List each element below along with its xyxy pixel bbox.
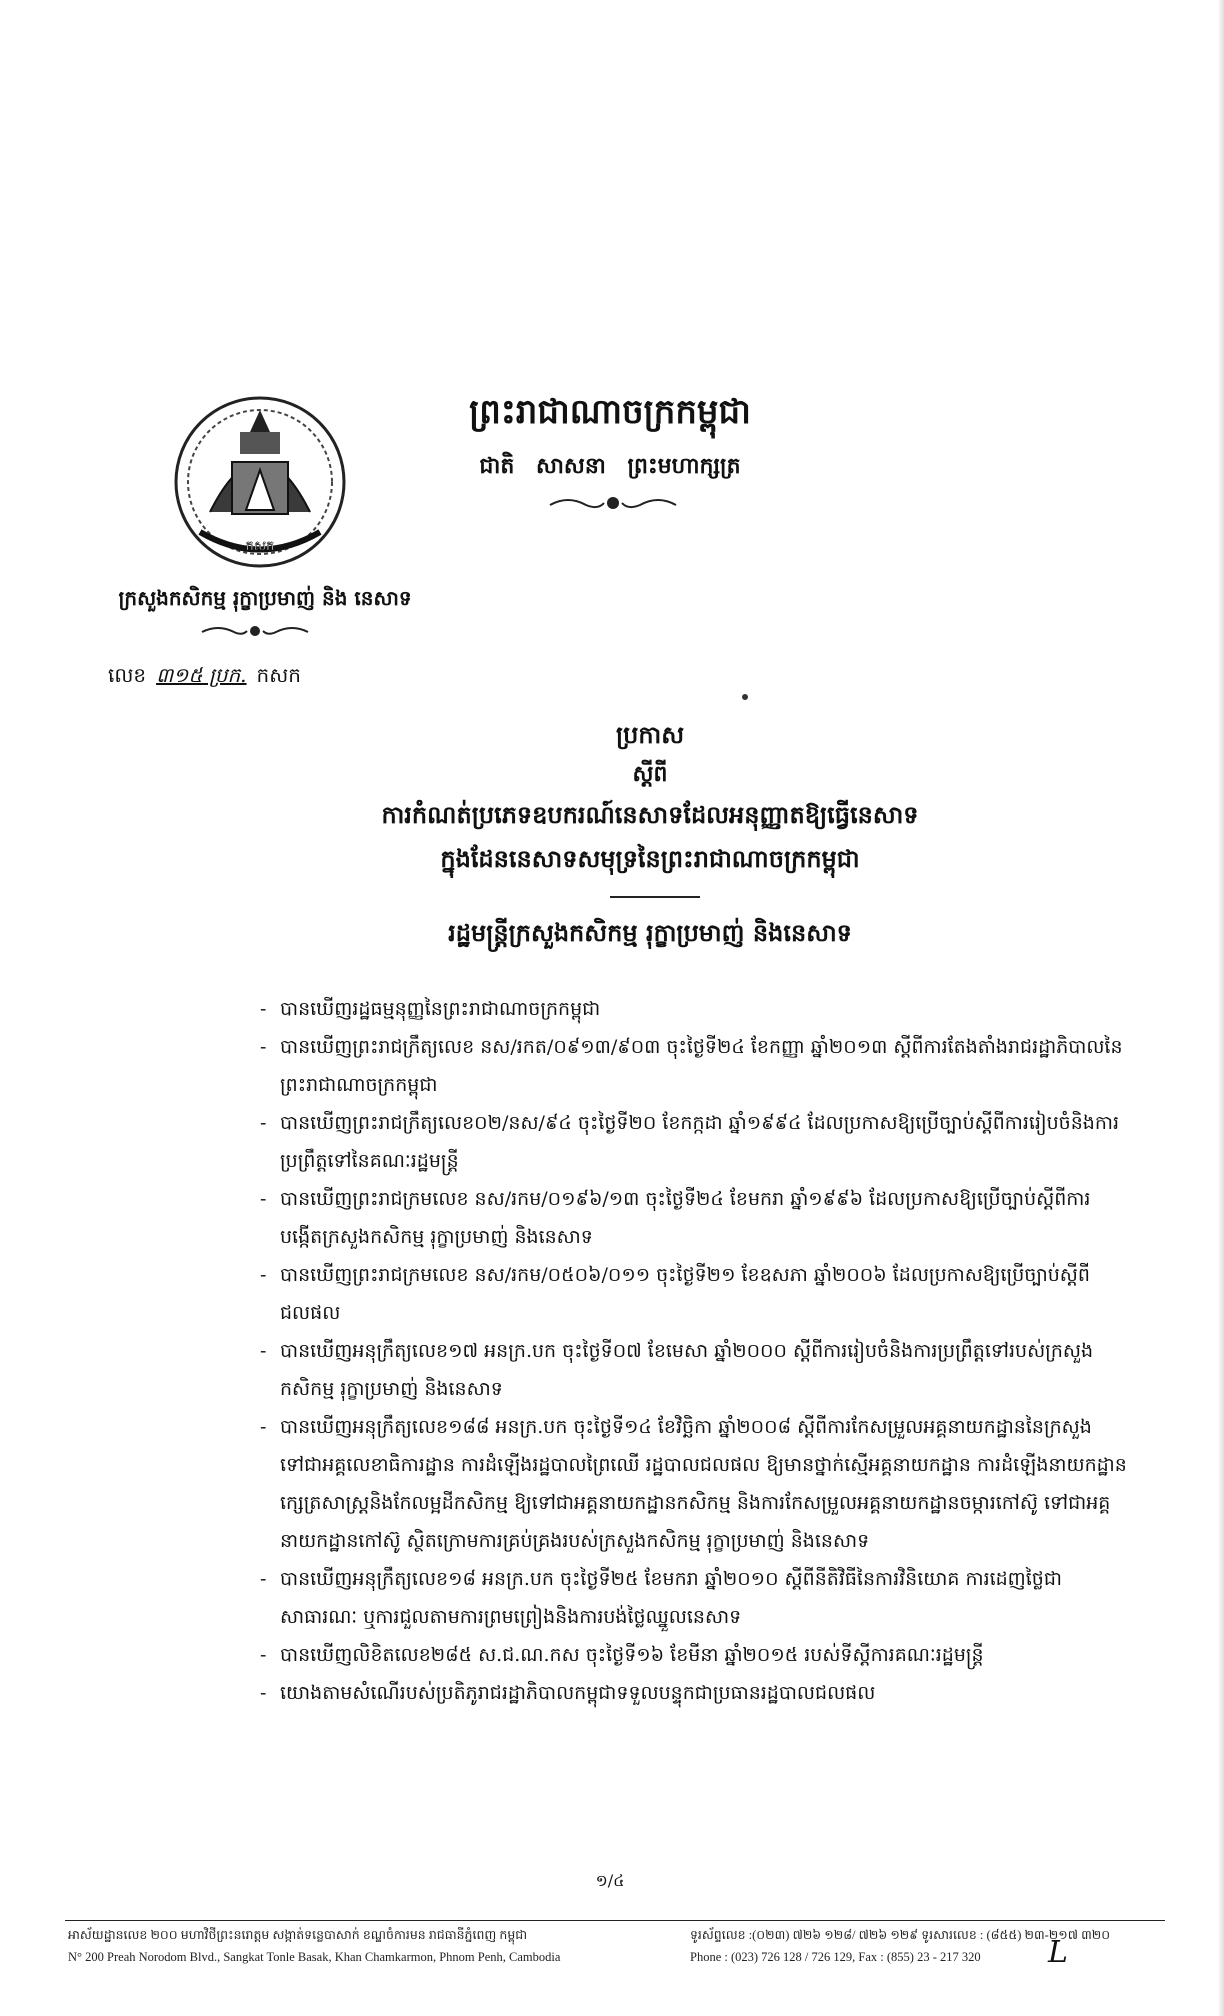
ref-handwritten: ៣១៥ ប្រក. bbox=[156, 663, 247, 687]
reference-number bbox=[108, 662, 301, 692]
stray-mark bbox=[742, 694, 748, 700]
recital-item: - បានឃើញរដ្ឋធម្មនុញ្ញនៃព្រះរាជាណាចក្រកម្ពុជា bbox=[260, 990, 1130, 1028]
subject-line-2: ក្នុងដែននេសាទសមុទ្រនៃព្រះរាជាណាចក្រកម្ពុជា bbox=[440, 844, 860, 873]
footer-divider bbox=[65, 1920, 1165, 1921]
kingdom-title: ព្រះរាជាណាចក្រកម្ពុជា bbox=[469, 392, 751, 432]
recital-item: - បានឃើញលិខិតលេខ២៨៥ ស.ជ.ណ.កស ចុះថ្ងៃទី១៦ ខែមីនា ឆ្នាំ២០១៥ របស់ទីស្តីការគណៈរដ្ឋមន្ត្រី bbox=[260, 1636, 1130, 1674]
footer-phone-kh: ទូរស័ព្ទលេខ :(០២៣) ៧២៦ ១២៨/ ៧២៦ ១២៩ ទូរសារលេខ : (៨៥៥) ២៣-២១៧ ៣២០ bbox=[690, 1928, 1111, 1942]
subject-line-1: ការកំណត់ប្រភេទឧបករណ៍នេសាទដែលអនុញ្ញាតឱ្យធ្វើនេសាទ bbox=[381, 800, 919, 829]
ref-label: លេខ bbox=[108, 663, 147, 687]
footer-address-kh: អាស័យដ្ឋានលេខ ២០០ មហាវិថីព្រះនរោត្តម សង្កាត់ទន្លេបាសាក់ ខណ្ឌចំការមន រាជធានីភ្នំពេញ កម្ពុជា bbox=[68, 1928, 528, 1942]
recital-item: - បានឃើញព្រះរាជក្រមលេខ នស/រកម/០១៩៦/១៣ ចុះថ្ងៃទី២៤ ខែមករា ឆ្នាំ១៩៩៦ ដែលប្រកាសឱ្យប្រើច្បាប់ស្តីពីការបង្កើតក្រសួងកសិកម្ម រុក្ខាប្រមាញ់ និងនេសាទ bbox=[260, 1180, 1130, 1256]
ministry-name: ក្រសួងកសិកម្ម រុក្ខាប្រមាញ់ និង នេសាទ bbox=[118, 586, 412, 610]
handwritten-initial: L bbox=[1048, 1935, 1068, 1970]
recital-item: - បានឃើញអនុក្រឹត្យលេខ១៧ អនក្រ.បក ចុះថ្ងៃទី០៧ ខែមេសា ឆ្នាំ២០០០ ស្តីពីការរៀបចំនិងការប្រព្រឹត្តទៅរបស់ក្រសួងកសិកម្ម រុក្ខាប្រមាញ់ និងនេសាទ bbox=[260, 1332, 1130, 1408]
recitals-list bbox=[260, 990, 1130, 1712]
recital-item: - យោងតាមសំណើរបស់ប្រតិភូរាជរដ្ឋាភិបាលកម្ពុជាទទួលបន្ទុកជាប្រធានរដ្ឋបាលជលផល bbox=[260, 1674, 1130, 1712]
recital-item: - បានឃើញអនុក្រឹត្យលេខ១៨៨ អនក្រ.បក ចុះថ្ងៃទី១៤ ខែវិច្ឆិកា ឆ្នាំ២០០៨ ស្តីពីការកែសម្រួលអគ្គនាយកដ្ឋាននៃក្រសួងទៅជាអគ្គលេខាធិការដ្ឋាន ការដំឡើងរដ្ឋបាលព្រៃឈើ រដ្ឋបាលជលផល ឱ្យមានថ្នាក់ស្មើអគ្គនាយកដ្ឋាន ការដំឡើងនាយកដ្ឋានក្សេត្រសាស្ត្រនិងកែលម្អដីកសិកម្ម ឱ្យទៅជាអគ្គនាយកដ្ឋានកសិកម្ម និងការកែសម្រួលអគ្គនាយកដ្ឋានចម្ការកៅស៊ូ ទៅជាអគ្គនាយកដ្ឋានកៅស៊ូ ស្ថិតក្រោមការគ្រប់គ្រងរបស់ក្រសួងកសិកម្ម រុក្ខាប្រមាញ់ និងនេសាទ bbox=[260, 1408, 1130, 1560]
emblem-seal-text: កសក bbox=[245, 539, 275, 554]
document-about: ស្តីពី bbox=[632, 761, 668, 787]
recital-item: - បានឃើញអនុក្រឹត្យលេខ១៨ អនក្រ.បក ចុះថ្ងៃទី២៥ ខែមករា ឆ្នាំ២០១០ ស្តីពីនីតិវិធីនៃការវិនិយោគ ការដេញថ្លៃជាសាធារណៈ ឬការជួលតាមការព្រមព្រៀងនិងការបង់ថ្លៃឈ្នួលនេសាទ bbox=[260, 1560, 1130, 1636]
ministry-emblem-seal-icon bbox=[170, 392, 350, 572]
recital-item: - បានឃើញព្រះរាជក្រឹត្យលេខ០២/នស/៩៤ ចុះថ្ងៃទី២០ ខែកក្កដា ឆ្នាំ១៩៩៤ ដែលប្រកាសឱ្យប្រើច្បាប់ស្តីពីការរៀបចំនិងការប្រព្រឹត្តទៅនៃគណៈរដ្ឋមន្ត្រី bbox=[260, 1104, 1130, 1180]
document-type: ប្រកាស bbox=[615, 720, 685, 749]
scan-page-edge bbox=[1218, 0, 1224, 2016]
recital-item: - បានឃើញព្រះរាជក្រឹត្យលេខ នស/រកត/០៩១៣/៩០៣ ចុះថ្ងៃទី២៤ ខែកញ្ញា ឆ្នាំ២០១៣ ស្តីពីការតែងតាំងរាជរដ្ឋាភិបាលនៃព្រះរាជាណាចក្រកម្ពុជា bbox=[260, 1028, 1130, 1104]
ministry-ornament-icon bbox=[200, 622, 310, 640]
header-ornament-icon bbox=[548, 492, 678, 514]
national-motto: ជាតិ សាសនា ព្រះមហាក្សត្រ bbox=[479, 453, 741, 479]
issuer-title: រដ្ឋមន្ត្រីក្រសួងកសិកម្ម រុក្ខាប្រមាញ់ និងនេសាទ bbox=[448, 918, 852, 947]
footer-address-en: N° 200 Preah Norodom Blvd., Sangkat Tonle Basak, Khan Chamkarmon, Phnom Penh, Cambodia bbox=[68, 1950, 561, 1964]
ref-suffix: កសក bbox=[256, 663, 301, 687]
title-divider bbox=[610, 896, 700, 898]
footer-phone-en: Phone : (023) 726 128 / 726 129, Fax : (855) 23 - 217 320 bbox=[690, 1950, 981, 1964]
page-number: ១/៤ bbox=[595, 1871, 625, 1890]
recital-item: - បានឃើញព្រះរាជក្រមលេខ នស/រកម/០៥០៦/០១១ ចុះថ្ងៃទី២១ ខែឧសភា ឆ្នាំ២០០៦ ដែលប្រកាសឱ្យប្រើច្បាប់ស្តីពីជលផល bbox=[260, 1256, 1130, 1332]
